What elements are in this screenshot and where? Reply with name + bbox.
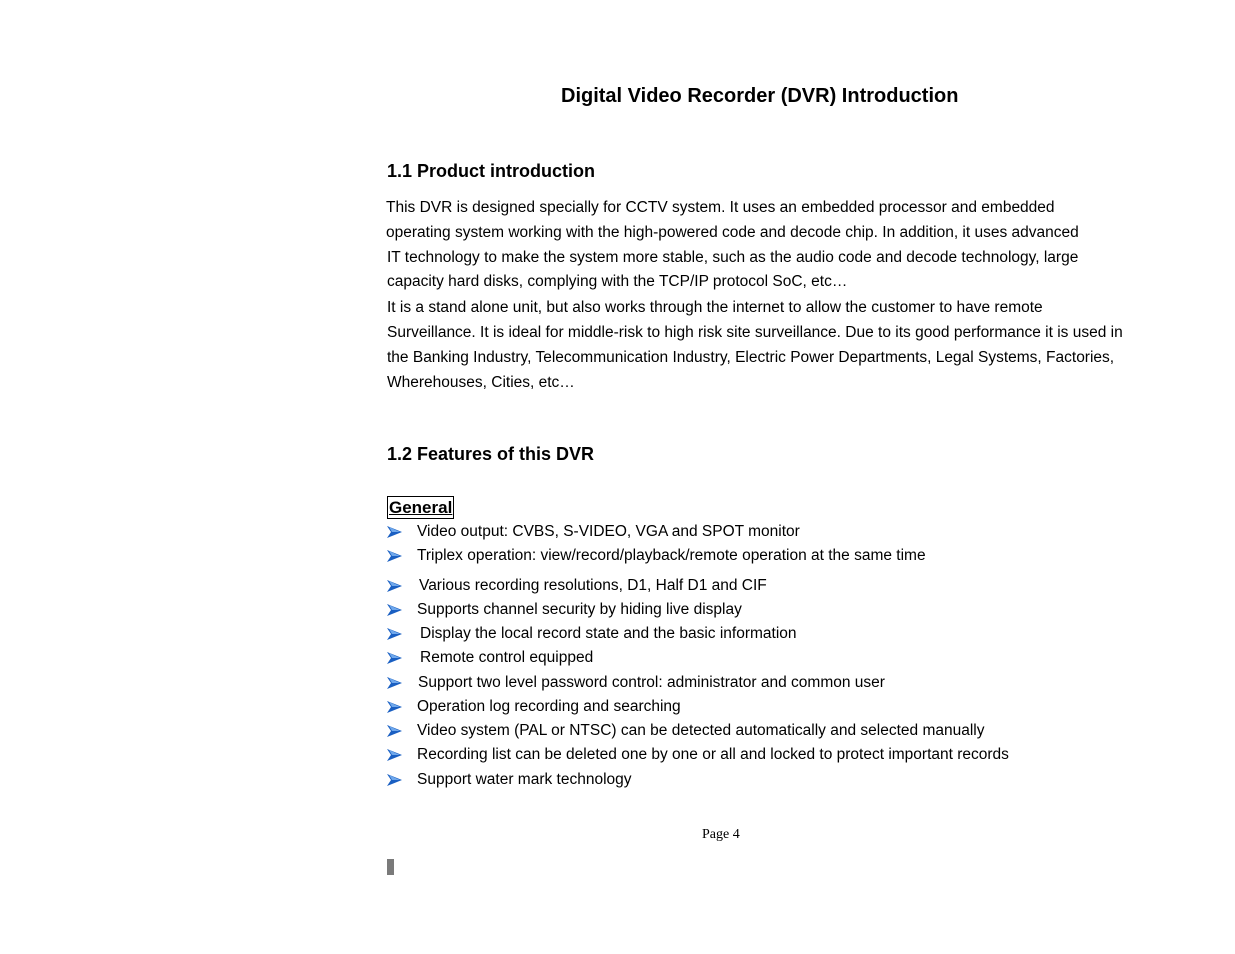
arrow-bullet-icon [387, 774, 402, 786]
feature-text: Display the local record state and the basic information [420, 625, 797, 642]
paragraph-1-line-3: IT technology to make the system more stable, such as the audio code and decode technology, large [387, 249, 1079, 266]
feature-text: Remote control equipped [420, 649, 594, 666]
paragraph-2-line-2: Surveillance. It is ideal for middle-risk to high risk site surveillance. Due to its good performance it is used in [387, 324, 1123, 341]
arrow-bullet-icon [387, 604, 402, 616]
general-subheading: General [389, 498, 453, 517]
feature-text: Supports channel security by hiding live display [417, 601, 742, 618]
paragraph-1-line-4: capacity hard disks, complying with the TCP/IP protocol SoC, etc… [387, 273, 848, 290]
section-heading-features: 1.2 Features of this DVR [387, 444, 595, 464]
paragraph-2-line-3: the Banking Industry, Telecommunication Industry, Electric Power Departments, Legal Systems, Factories, [387, 349, 1115, 366]
feature-text: Triplex operation: view/record/playback/remote operation at the same time [417, 547, 926, 564]
document-title: Digital Video Recorder (DVR) Introduction [561, 85, 959, 107]
feature-text: Support two level password control: administrator and common user [418, 674, 885, 691]
page-number: Page 4 [702, 827, 740, 842]
arrow-bullet-icon [387, 725, 402, 737]
paragraph-2-line-4: Wherehouses, Cities, etc… [387, 374, 575, 391]
arrow-bullet-icon [387, 652, 402, 664]
feature-text: Support water mark technology [417, 771, 632, 788]
section-heading-product-introduction: 1.1 Product introduction [387, 161, 596, 181]
page-marker [387, 859, 394, 875]
arrow-bullet-icon [387, 580, 402, 592]
paragraph-1-line-1: This DVR is designed specially for CCTV system. It uses an embedded processor and embedded [386, 199, 1055, 216]
arrow-bullet-icon [387, 701, 402, 713]
paragraph-2-line-1: It is a stand alone unit, but also works through the internet to allow the customer to have remote [387, 299, 1043, 316]
feature-text: Recording list can be deleted one by one or all and locked to protect important records [417, 746, 1009, 763]
arrow-bullet-icon [387, 677, 402, 689]
feature-text: Video system (PAL or NTSC) can be detected automatically and selected manually [417, 722, 985, 739]
feature-text: Video output: CVBS, S-VIDEO, VGA and SPOT monitor [417, 523, 800, 540]
arrow-bullet-icon [387, 550, 402, 562]
paragraph-1-line-2: operating system working with the high-powered code and decode chip. In addition, it uses advanced [386, 224, 1079, 241]
arrow-bullet-icon [387, 749, 402, 761]
feature-text: Various recording resolutions, D1, Half D1 and CIF [419, 577, 767, 594]
feature-text: Operation log recording and searching [417, 698, 681, 715]
arrow-bullet-icon [387, 628, 402, 640]
arrow-bullet-icon [387, 526, 402, 538]
